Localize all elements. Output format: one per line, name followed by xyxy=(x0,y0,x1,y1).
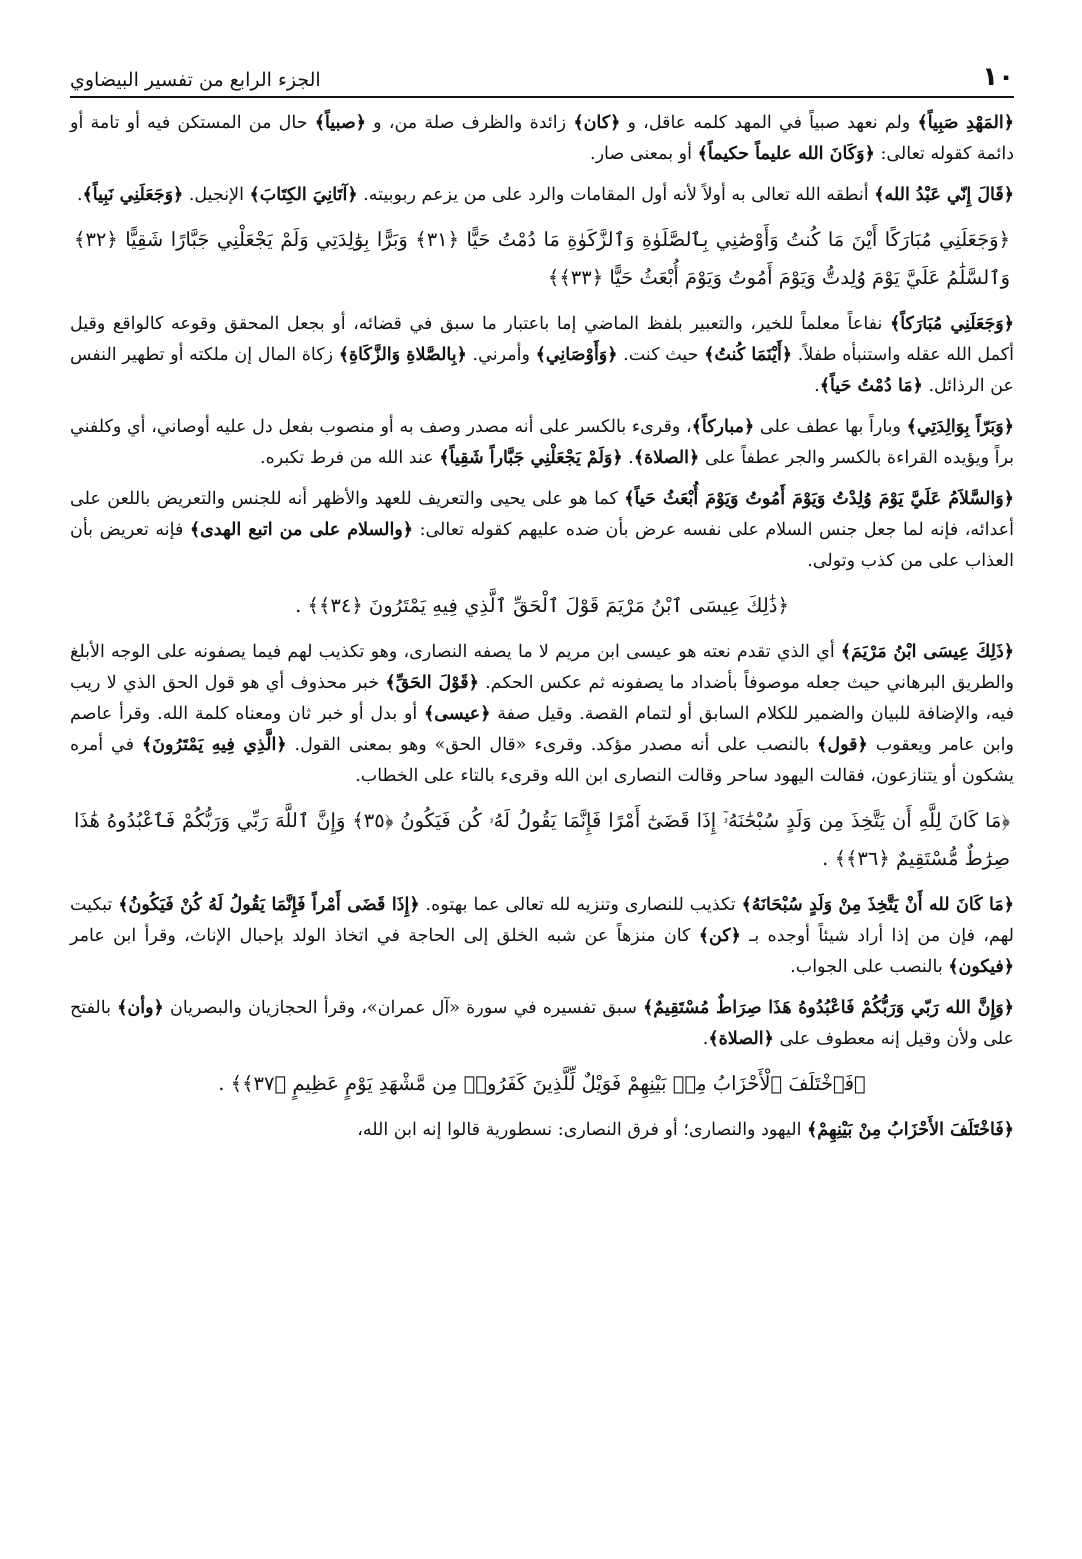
commentary-text: حال من المستكن فيه أو تامة أو دائمة كقوله تعالى: xyxy=(70,113,1014,164)
quran-verse-text: ﴿وَجَعَلَنِي مُبَارَكًا أَيْنَ مَا كُنتُ وَأَوْصَٰنِي بِٱلصَّلَوٰةِ وَٱلزَّكَوٰةِ مَا دُمْتُ حَيًّا ﴿٣١﴾ وَبَرًّا بِوَٰلِدَتِي وَلَمْ يَجْعَلْنِي جَبَّارًا شَقِيًّا ﴿٣٢﴾ وَٱلسَّلَٰمُ عَلَيَّ يَوْمَ وُلِدتُّ وَيَوْمَ أَمُوتُ وَيَوْمَ أُبْعَثُ حَيًّا ﴿٣٣﴾﴾ xyxy=(74,228,1010,289)
quran-quote: ﴿الَّذِي فِيهِ يَمْتَرُونَ﴾ xyxy=(141,735,287,755)
quran-quote: ﴿والسلام على من اتبع الهدى﴾ xyxy=(189,520,414,540)
quran-quote: ﴿وأن﴾ xyxy=(117,998,164,1018)
commentary-paragraph xyxy=(70,412,1014,474)
commentary-text: ، وقرىء بالكسر على أنه مصدر وصف به أو منصوب بفعل دل عليه أوصاني، أي وكلفني براً ويؤيده القراءة بالكسر والجر عطفاً على xyxy=(70,417,1014,468)
quran-verse-block xyxy=(70,802,1014,878)
quran-quote: ﴿وَجَعَلَنِي نَبِياً﴾ xyxy=(82,185,184,205)
quran-verse-block xyxy=(70,221,1014,297)
quran-quote: ﴿قَالَ إِنّي عَبْدُ الله﴾ xyxy=(874,185,1014,205)
commentary-text: أنطقه الله تعالى به أولاً لأنه أول المقامات والرد على من يزعم ربوبيته. xyxy=(357,185,875,205)
quran-quote: ﴿المَهْدِ صَبِياً﴾ xyxy=(917,113,1014,133)
quran-quote: ﴿وَالسَّلاَمُ عَلَيَّ يَوْمَ وُلِدْتُ وَيَوْمَ أَمُوتُ وَيَوْمَ أُبْعَثُ حَياً﴾ xyxy=(624,489,1014,509)
commentary-text: الإنجيل. xyxy=(183,185,250,205)
commentary-text: اليهود والنصارى؛ أو فرق النصارى: نسطورية قالوا إنه ابن الله، xyxy=(357,1120,808,1140)
commentary-text: . xyxy=(702,1029,709,1049)
quran-verse-text: ﴿ذَٰلِكَ عِيسَى ٱبْنُ مَرْيَمَ قَوْلَ ٱلْحَقِّ ٱلَّذِي فِيهِ يَمْتَرُونَ ﴿٣٤﴾﴾ . xyxy=(295,594,789,617)
commentary-text: بالنصب على أنه مصدر مؤكد. وقرىء «قال الحق» وهو بمعنى القول. xyxy=(286,735,818,755)
running-title: الجزء الرابع من تفسير البيضاوي xyxy=(70,69,321,91)
quran-quote: ﴿مباركاً﴾ xyxy=(691,417,755,437)
commentary-paragraph xyxy=(70,309,1014,402)
quran-quote: ﴿صبياً﴾ xyxy=(314,113,366,133)
commentary-paragraph xyxy=(70,890,1014,983)
commentary-text: بالنصب على الجواب. xyxy=(790,957,949,977)
commentary-paragraph xyxy=(70,637,1014,792)
quran-quote: ﴿إِذَا قَضَى أَمْراً فَإِنَّمَا يَقُولُ لَهُ كُنْ فَيَكُونُ﴾ xyxy=(118,895,420,915)
quran-quote: ﴿قَوْلَ الحَقِّ﴾ xyxy=(385,673,479,693)
quran-quote: ﴿وَكَانَ الله عليماً حكيماً﴾ xyxy=(697,144,875,164)
quran-quote: ﴿الصلاة﴾ xyxy=(708,1029,774,1049)
quran-quote: ﴿قول﴾ xyxy=(817,735,868,755)
commentary-text: وباراً بها عطف على xyxy=(754,417,907,437)
quran-quote: ﴿كن﴾ xyxy=(698,926,741,946)
quran-quote: ﴿أَيْنَمَا كُنتُ﴾ xyxy=(704,345,793,365)
page-header xyxy=(70,50,1014,98)
quran-quote: ﴿عيسى﴾ xyxy=(424,704,491,724)
page-number: ١٠ xyxy=(982,62,1014,92)
commentary-text: أو بدل أو خبر ثان ومعناه كلمة الله. وقرأ عاصم وابن عامر ويعقوب xyxy=(70,704,1014,755)
commentary-text: تكذيب للنصارى وتنزيه لله تعالى عما بهتوه. xyxy=(419,895,742,915)
commentary-text: وأمرني. xyxy=(466,345,536,365)
commentary-text: زكاة المال إن ملكته أو تطهير النفس عن الرذائل. xyxy=(70,345,1014,396)
quran-quote: ﴿وَبَرّاً بِوَالِدَتِي﴾ xyxy=(906,417,1014,437)
commentary-paragraph xyxy=(70,180,1014,211)
quran-verse-block xyxy=(70,587,1014,625)
commentary-text: زائدة والظرف صلة من، و xyxy=(365,113,574,133)
quran-verse-block xyxy=(70,1065,1014,1103)
quran-quote: ﴿فَاخْتَلَفَ الأَحْزَابُ مِنْ بَيْنِهِمْ﴾ xyxy=(807,1120,1014,1140)
quran-quote: ﴿مَا كَانَ لله أَنْ يَتَّخِذَ مِنْ وَلَدٍ سُبْحَانَهُ﴾ xyxy=(741,895,1014,915)
quran-quote: ﴿ذَلِكَ عِيسَى ابْنُ مَرْيَمَ﴾ xyxy=(840,642,1014,662)
commentary-text: ولم نعهد صبياً في المهد كلمه عاقل، و xyxy=(620,113,918,133)
quran-quote: ﴿بِالصَّلاةِ وَالزَّكَاةِ﴾ xyxy=(338,345,467,365)
book-page xyxy=(70,50,1014,1540)
commentary-text: . xyxy=(814,376,820,396)
commentary-text: . xyxy=(76,185,83,205)
commentary-paragraph xyxy=(70,484,1014,577)
quran-verse-text: ﴿مَا كَانَ لِلَّهِ أَن يَتَّخِذَ مِن وَلَدٍ سُبْحَٰنَهُۥٓ إِذَا قَضَىٰٓ أَمْرًا فَإِنَّمَا يَقُولُ لَهُۥ كُن فَيَكُونُ ﴿٣٥﴾ وَإِنَّ ٱللَّهَ رَبِّي وَرَبُّكُمْ فَٱعْبُدُوهُ هَٰذَا صِرَٰطٌ مُّسْتَقِيمٌ ﴿٣٦﴾﴾ . xyxy=(74,809,1011,870)
commentary-text: عند الله من فرط تكبره. xyxy=(260,448,440,468)
quran-quote: ﴿وَأَوْصَانِي﴾ xyxy=(535,345,618,365)
quran-quote: ﴿مَا دُمْتُ حَياً﴾ xyxy=(819,376,923,396)
commentary-text: فإنه تعريض بأن العذاب على من كذب وتولى. xyxy=(70,520,1014,571)
quran-quote: ﴿كان﴾ xyxy=(573,113,621,133)
quran-quote: ﴿آتَانِيَ الكِتَابَ﴾ xyxy=(249,185,358,205)
commentary-text: أو بمعنى صار. xyxy=(590,144,698,164)
quran-quote: ﴿الصلاة﴾ xyxy=(633,448,700,468)
commentary-paragraph xyxy=(70,993,1014,1055)
quran-quote: ﴿وَجَعَلَنِي مُبَارَكاً﴾ xyxy=(889,314,1014,334)
commentary-text: في أمره يشكون أو يتنازعون، فقالت اليهود ساحر وقالت النصارى ابن الله وقرىء بالتاء على الخطاب. xyxy=(70,735,1014,786)
commentary-text: . xyxy=(622,448,634,468)
commentary-text: خبر محذوف أي هو قول الحق الذي لا ريب فيه، والإضافة للبيان والضمير للكلام السابق أو لتمام القصة. وقيل صفة xyxy=(70,673,1014,724)
commentary-text: حيث كنت. xyxy=(617,345,705,365)
page-content xyxy=(70,108,1014,1146)
quran-quote: ﴿وَإِنَّ الله رَبّي وَرَبُّكُمْ فَاعْبُدُوهُ هَذَا صِرَاطٌ مُسْتَقِيمٌ﴾ xyxy=(643,998,1015,1018)
quran-quote: ﴿فيكون﴾ xyxy=(948,957,1014,977)
commentary-text: أي الذي تقدم نعته هو عيسى ابن مريم لا ما يصفه النصارى، وهو تكذيب لهم فيما يصفونه على الوجه الأبلغ والطريق البرهاني حيث جعله موصوفاً بأضداد ما يصفونه ثم عكس الحكم. xyxy=(70,642,1014,693)
commentary-paragraph xyxy=(70,108,1014,170)
commentary-text: تبكيت لهم، فإن من إذا أراد شيئاً أوجده بـ xyxy=(70,895,1014,946)
commentary-text: نفاعاً معلماً للخير، والتعبير بلفظ الماضي إما باعتبار ما سبق في قضائه، أو بجعل المحقق وقوعه كالواقع وقيل أكمل الله عقله واستنبأه طفلاً. xyxy=(70,314,1014,365)
commentary-text: كما هو على يحيى والتعريف للعهد والأظهر أنه للجنس والتعريض باللعن على أعدائه، فإنه لما جعل جنس السلام على نفسه عرض بأن ضده عليهم كقوله تعالى: xyxy=(70,489,1014,540)
quran-verse-text: ﴿فَٱخْتَلَفَ ٱلْأَحْزَابُ مِنۢ بَيْنِهِمْ فَوَيْلٌ لِّلَّذِينَ كَفَرُوا۟ مِن مَّشْهَدِ يَوْمٍ عَظِيمٍ ﴿٣٧﴾﴾ . xyxy=(218,1072,866,1095)
commentary-text: سبق تفسيره في سورة «آل عمران»، وقرأ الحجازيان والبصريان xyxy=(163,998,644,1018)
commentary-text: كان منزهاً عن شبه الخلق إلى الحاجة في اتخاذ الولد بإحبال الإناث، وقرأ ابن عامر xyxy=(70,926,699,946)
commentary-text: بالفتح على ولأن وقيل إنه معطوف على xyxy=(70,998,1014,1049)
commentary-paragraph xyxy=(70,1115,1014,1146)
quran-quote: ﴿وَلَمْ يَجْعَلْنِي جَبَّاراً شَقِياً﴾ xyxy=(439,448,623,468)
